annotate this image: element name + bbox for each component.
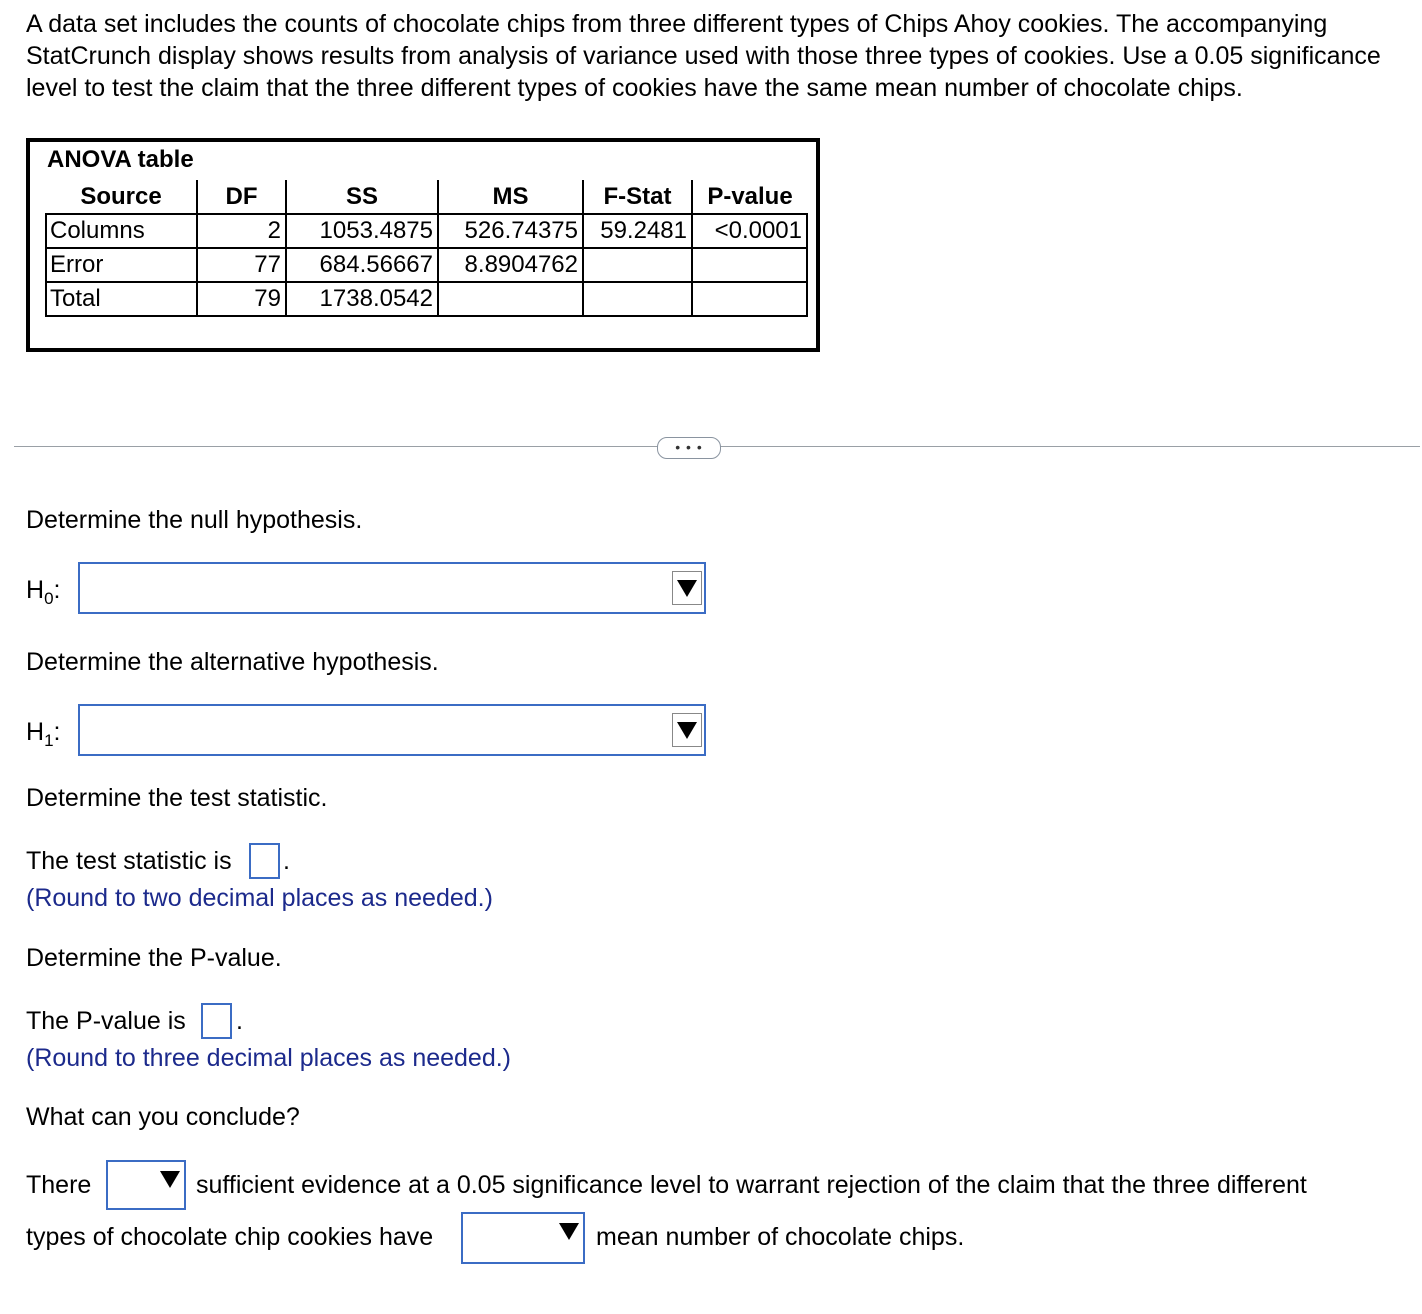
alternative-hypothesis-prompt: Determine the alternative hypothesis. <box>26 648 439 676</box>
h1-letter: H <box>26 718 45 746</box>
chevron-down-icon[interactable] <box>672 713 702 747</box>
anova-table <box>45 180 808 317</box>
row-source: Columns <box>46 214 197 248</box>
h1-subscript: 1 <box>44 731 54 750</box>
anova-table-title: ANOVA table <box>47 146 194 173</box>
chevron-down-icon[interactable] <box>160 1171 180 1188</box>
p-value-period: . <box>236 1007 243 1035</box>
evidence-dropdown[interactable] <box>106 1160 186 1210</box>
row-f-stat: 59.2481 <box>583 214 692 248</box>
chevron-down-icon[interactable] <box>672 571 702 605</box>
conclusion-text-1: There <box>26 1171 92 1199</box>
row-ss: 1053.4875 <box>286 214 438 248</box>
more-options-button[interactable]: • • • <box>657 437 721 459</box>
row-df: 79 <box>197 282 286 316</box>
null-hypothesis-dropdown[interactable] <box>78 562 706 614</box>
test-statistic-sentence: The test statistic is <box>26 847 232 875</box>
p-value-sentence: The P-value is <box>26 1007 186 1035</box>
p-value-prompt: Determine the P-value. <box>26 944 282 972</box>
row-p-value: <0.0001 <box>692 214 807 248</box>
row-ms: 8.8904762 <box>438 248 583 282</box>
chevron-down-icon[interactable] <box>559 1223 579 1240</box>
test-statistic-hint: (Round to two decimal places as needed.) <box>26 884 493 912</box>
anova-header-row <box>46 180 807 214</box>
row-f-stat <box>583 248 692 282</box>
row-ss: 1738.0542 <box>286 282 438 316</box>
row-df: 2 <box>197 214 286 248</box>
conclusion-text-2: sufficient evidence at a 0.05 significance level to warrant rejection of the claim that the three different <box>196 1171 1307 1199</box>
row-ms: 526.74375 <box>438 214 583 248</box>
conclusion-prompt: What can you conclude? <box>26 1103 300 1131</box>
header-f-stat: F-Stat <box>583 180 692 214</box>
h0-letter: H <box>26 576 45 604</box>
row-df: 77 <box>197 248 286 282</box>
header-df: DF <box>197 180 286 214</box>
row-source: Error <box>46 248 197 282</box>
row-p-value <box>692 248 807 282</box>
null-hypothesis-prompt: Determine the null hypothesis. <box>26 506 363 534</box>
header-p-value: P-value <box>692 180 807 214</box>
header-source: Source <box>46 180 197 214</box>
row-p-value <box>692 282 807 316</box>
test-statistic-period: . <box>283 847 290 875</box>
h0-colon: : <box>53 576 61 604</box>
table-row <box>46 282 807 316</box>
question-intro: A data set includes the counts of chocolate chips from three different types of Chips Ahoy cookies. The accompanying StatCrunch display shows results from analysis of variance used with those three types of cookies. Use a 0.05 significance level to test the claim that the three different types of cookies have the same mean number of chocolate chips. <box>26 10 1381 102</box>
p-value-hint: (Round to three decimal places as needed.) <box>26 1044 512 1072</box>
conclusion-text-4: mean number of chocolate chips. <box>596 1223 965 1251</box>
p-value-input[interactable] <box>201 1003 232 1039</box>
h0-label <box>26 576 60 609</box>
test-statistic-prompt: Determine the test statistic. <box>26 784 328 812</box>
header-ms: MS <box>438 180 583 214</box>
row-ss: 684.56667 <box>286 248 438 282</box>
conclusion-text-3: types of chocolate chip cookies have <box>26 1223 434 1251</box>
header-ss: SS <box>286 180 438 214</box>
row-f-stat <box>583 282 692 316</box>
h1-label <box>26 718 60 751</box>
table-row <box>46 248 807 282</box>
table-row <box>46 214 807 248</box>
h1-colon: : <box>53 718 61 746</box>
test-statistic-input[interactable] <box>249 843 280 879</box>
row-source: Total <box>46 282 197 316</box>
row-ms <box>438 282 583 316</box>
h0-subscript: 0 <box>44 589 54 608</box>
mean-comparison-dropdown[interactable] <box>461 1212 585 1264</box>
alternative-hypothesis-dropdown[interactable] <box>78 704 706 756</box>
